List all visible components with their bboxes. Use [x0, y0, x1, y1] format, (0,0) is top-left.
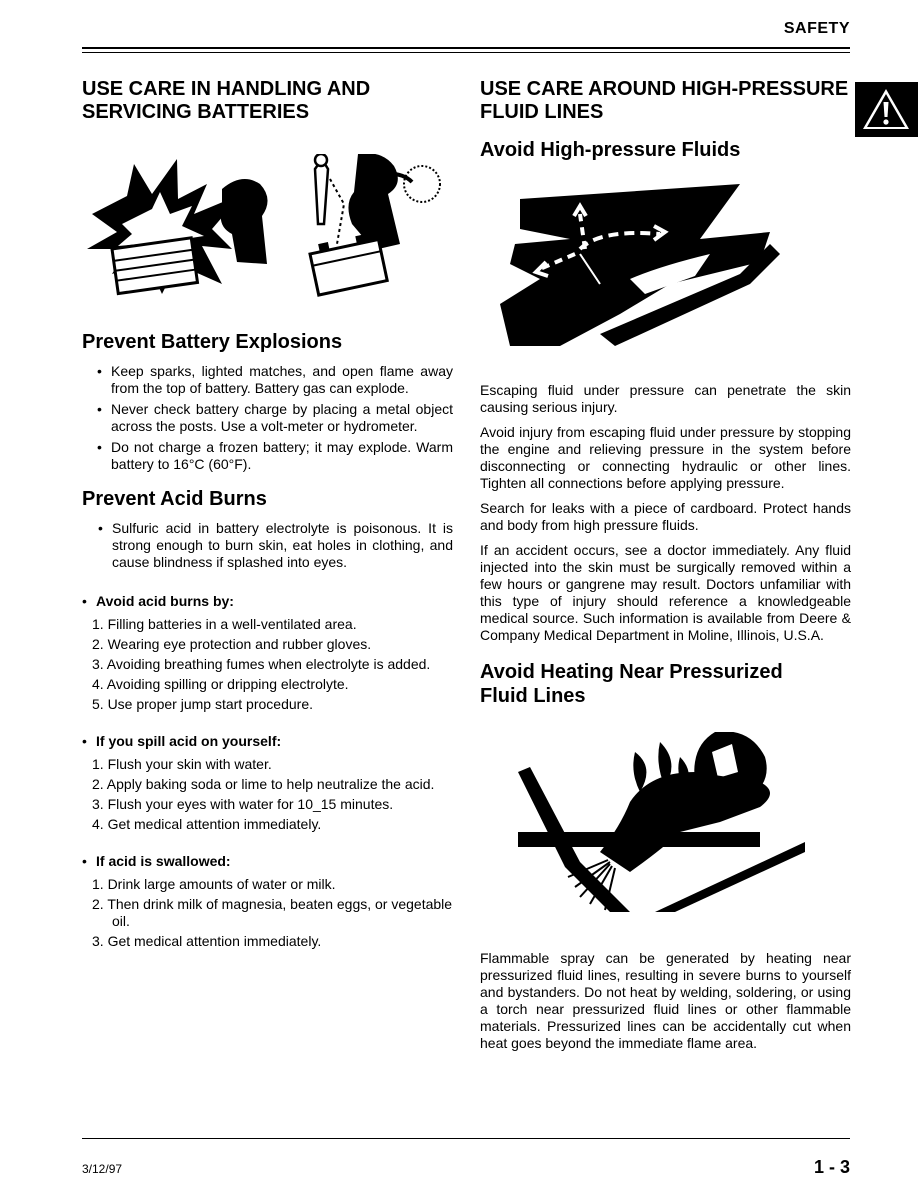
- battery-explosion-illustration: [82, 154, 453, 302]
- left-column: [82, 78, 453, 953]
- battery-explosions-heading: Prevent Battery Explosions: [82, 331, 343, 353]
- list-item: 1. Drink large amounts of water or milk.: [92, 876, 336, 892]
- page-number: 1 - 3: [813, 1157, 850, 1177]
- list-item: 3. Flush your eyes with water for 10_15 minutes.: [92, 796, 394, 812]
- list-item: 3. Get medical attention immediately.: [92, 933, 322, 949]
- list-item: 1. Flush your skin with water.: [92, 756, 272, 772]
- high-pressure-fluids-heading: Avoid High-pressure Fluids: [480, 139, 741, 161]
- list-item: 2. Then drink milk of magnesia, beaten eggs, or vegetable oil.: [92, 896, 453, 929]
- fluids-paragraph: Escaping fluid under pressure can penetrate the skin causing serious injury.: [480, 382, 851, 415]
- welding-illustration: [480, 732, 851, 912]
- acid-burns-heading: Prevent Acid Burns: [82, 488, 267, 510]
- list-item: • Keep sparks, lighted matches, and open flame away from the top of battery. Battery gas can explode.: [97, 363, 453, 396]
- list-item: 3. Avoiding breathing fumes when electrolyte is added.: [92, 656, 431, 672]
- battery-illustrations: [82, 154, 453, 302]
- avoid-burns-subheading: • Avoid acid burns by:: [82, 593, 234, 609]
- fluid-lines-section-title: USE CARE AROUND HIGH-PRESSURE FLUID LINES: [480, 78, 849, 123]
- safety-tab: [855, 82, 918, 137]
- list-item: 2. Wearing eye protection and rubber gloves.: [92, 636, 372, 652]
- list-item: 4. Avoiding spilling or dripping electrolyte.: [92, 676, 349, 692]
- list-item: 4. Get medical attention immediately.: [92, 816, 322, 832]
- battery-section-title: USE CARE IN HANDLING AND SERVICING BATTERIES: [82, 78, 371, 123]
- fluid-injection-illustration: [480, 184, 851, 346]
- list-item: 5. Use proper jump start procedure.: [92, 696, 313, 712]
- list-item: 1. Filling batteries in a well-ventilated area.: [92, 616, 357, 632]
- heating-paragraph: Flammable spray can be generated by heating near pressurized fluid lines, resulting in severe burns to yourself and bystanders. Do not heat by welding, soldering, or using a torch near pressurized fluid lines or other flammable materials. Pressurized lines can be accidentally cut when heat goes beyond the immediate flame area.: [480, 950, 851, 1051]
- heating-heading: Avoid Heating Near Pressurized Fluid Lines: [480, 661, 783, 707]
- right-column: [480, 78, 851, 1060]
- header-rule: [82, 47, 850, 49]
- footer-rule: [82, 1138, 850, 1139]
- fluids-paragraph: If an accident occurs, see a doctor immediately. Any fluid injected into the skin must be surgically removed within a few hours or gangrene may result. Doctors unfamiliar with this type of injury should reference a knowledgeable medical source. Such information is available from Deere & Company Medical Department in Moline, Illinois, U.S.A.: [480, 542, 851, 643]
- header-rule-thin: [82, 52, 850, 53]
- fluids-paragraph: Search for leaks with a piece of cardboard. Protect hands and body from high pressure fluids.: [480, 500, 851, 533]
- fluids-paragraph: Avoid injury from escaping fluid under pressure by stopping the engine and relieving pressure in the system before disconnecting or connecting hydraulic or other lines. Tighten all connections before applying pressure.: [480, 424, 851, 491]
- swallowed-subheading: • If acid is swallowed:: [82, 853, 231, 869]
- list-item: • Never check battery charge by placing a metal object across the posts. Use a volt-meter or hydrometer.: [97, 401, 453, 434]
- list-item: 2. Apply baking soda or lime to help neutralize the acid.: [92, 776, 435, 792]
- list-item: • Do not charge a frozen battery; it may explode. Warm battery to 16°C (60°F).: [97, 439, 453, 472]
- warning-triangle-icon: [855, 82, 918, 137]
- list-item: • Sulfuric acid in battery electrolyte is poisonous. It is strong enough to burn skin, eat holes in clothing, and cause blindness if splashed into eyes.: [98, 520, 453, 570]
- section-title: SAFETY: [783, 20, 850, 37]
- footer-date: 3/12/97: [82, 1162, 123, 1176]
- spill-subheading: • If you spill acid on yourself:: [82, 733, 282, 749]
